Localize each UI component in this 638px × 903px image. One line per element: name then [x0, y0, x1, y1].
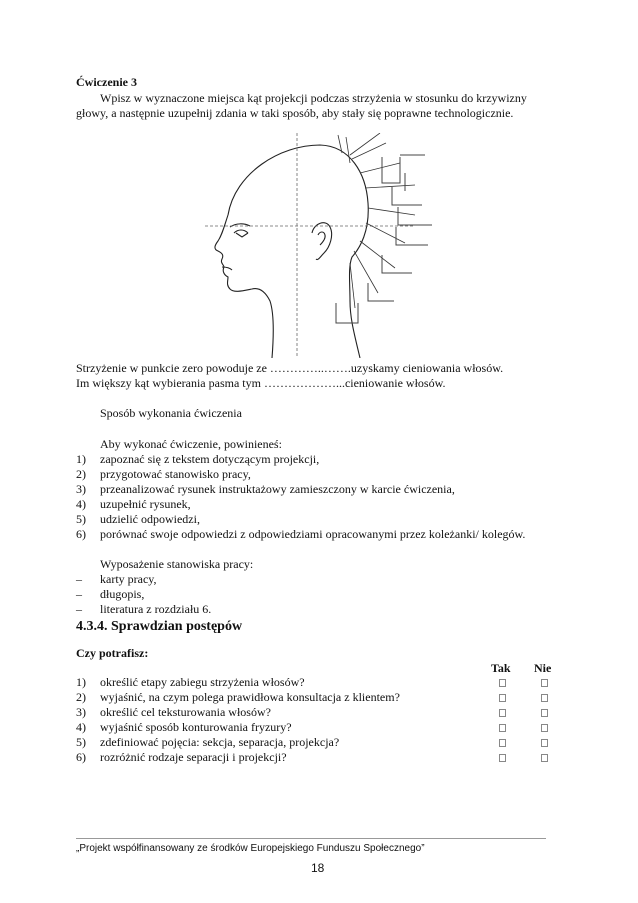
column-header-no: Nie	[534, 661, 552, 675]
head-projection-figure	[200, 133, 445, 358]
bullet: –	[76, 572, 82, 586]
checkbox-no-5[interactable]	[541, 739, 548, 747]
instruction-line-2: głowy, a następnie uzupełnij zdania w taki sposób, aby stały się poprawne technologicznie.	[76, 106, 514, 120]
step-number: 6)	[76, 527, 86, 541]
question-number: 6)	[76, 750, 86, 764]
checkbox-no-1[interactable]	[541, 679, 548, 687]
checkbox-no-2[interactable]	[541, 694, 548, 702]
section-heading: 4.3.4. Sprawdzian postępów	[76, 619, 243, 634]
question-text: określić etapy zabiegu strzyżenia włosów?	[100, 675, 305, 689]
bullet: –	[76, 587, 82, 601]
step-number: 5)	[76, 512, 86, 526]
step-text: zapoznać się z tekstem dotyczącym projekcji,	[100, 452, 320, 466]
step-text: przygotować stanowisko pracy,	[100, 467, 251, 481]
page-number: 18	[311, 861, 325, 875]
footer-divider	[76, 838, 546, 839]
checkbox-yes-3[interactable]	[499, 709, 506, 717]
footer-project-text: „Projekt współfinansowany ze środków Europejskiego Funduszu Społecznego”	[76, 843, 425, 854]
step-number: 2)	[76, 467, 86, 481]
step-number: 3)	[76, 482, 86, 496]
question-text: określić cel teksturowania włosów?	[100, 705, 271, 719]
step-text: przeanalizować rysunek instruktażowy zamieszczony w karcie ćwiczenia,	[100, 482, 455, 496]
checkbox-yes-4[interactable]	[499, 724, 506, 732]
bullet: –	[76, 602, 82, 616]
fill-sentence-2: Im większy kąt wybierania pasma tym ………………...cieniowanie włosów.	[76, 376, 446, 390]
equipment-intro: Wyposażenie stanowiska pracy:	[100, 557, 254, 571]
equipment-text: karty pracy,	[100, 572, 157, 586]
checkbox-yes-1[interactable]	[499, 679, 506, 687]
equipment-text: literatura z rozdziału 6.	[100, 602, 212, 616]
checkbox-no-6[interactable]	[541, 754, 548, 762]
method-heading: Sposób wykonania ćwiczenia	[100, 406, 242, 420]
question-text: wyjaśnić sposób konturowania fryzury?	[100, 720, 292, 734]
question-text: rozróżnić rodzaje separacji i projekcji?	[100, 750, 287, 764]
head-profile-drawing	[215, 145, 368, 358]
checkbox-yes-6[interactable]	[499, 754, 506, 762]
question-number: 5)	[76, 735, 86, 749]
step-text: porównać swoje odpowiedzi z odpowiedziami opracowanymi przez koleżanki/ kolegów.	[100, 527, 526, 541]
checkbox-yes-5[interactable]	[499, 739, 506, 747]
checkbox-no-3[interactable]	[541, 709, 548, 717]
question-text: wyjaśnić, na czym polega prawidłowa konsultacja z klientem?	[100, 690, 400, 704]
checkbox-yes-2[interactable]	[499, 694, 506, 702]
question-number: 4)	[76, 720, 86, 734]
exercise-title: Ćwiczenie 3	[76, 75, 137, 89]
question-heading: Czy potrafisz:	[76, 646, 149, 660]
column-header-yes: Tak	[491, 661, 511, 675]
step-number: 1)	[76, 452, 86, 466]
steps-intro: Aby wykonać ćwiczenie, powinieneś:	[100, 437, 282, 451]
question-text: zdefiniować pojęcia: sekcja, separacja, projekcja?	[100, 735, 340, 749]
question-number: 2)	[76, 690, 86, 704]
step-number: 4)	[76, 497, 86, 511]
question-number: 3)	[76, 705, 86, 719]
equipment-text: długopis,	[100, 587, 145, 601]
fill-sentence-1: Strzyżenie w punkcie zero powoduje ze …………..…….uzyskamy cieniowania włosów.	[76, 361, 504, 375]
checkbox-no-4[interactable]	[541, 724, 548, 732]
step-text: udzielić odpowiedzi,	[100, 512, 200, 526]
question-number: 1)	[76, 675, 86, 689]
step-text: uzupełnić rysunek,	[100, 497, 191, 511]
instruction-line-1: Wpisz w wyznaczone miejsca kąt projekcji podczas strzyżenia w stosunku do krzywizny	[100, 91, 527, 105]
